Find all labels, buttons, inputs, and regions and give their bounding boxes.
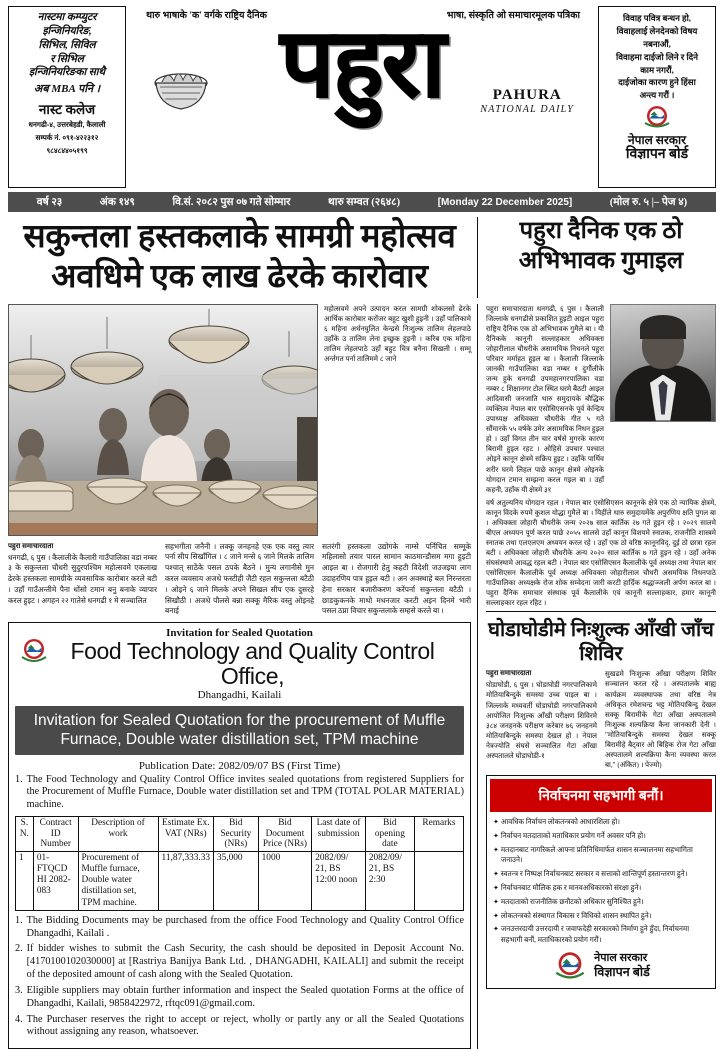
- right-ad-line-1: विवाह पवित्र बन्धन हो,: [623, 12, 691, 25]
- item-text: आवधिक निर्वाचन लोकतन्त्रको आधारशिला हो।: [501, 817, 620, 828]
- masthead-title-wrap: [132, 17, 592, 111]
- section-divider: [486, 611, 716, 612]
- election-advertisement: [486, 775, 716, 989]
- item-text: The Bidding Documents may be purchased from the office Food Technology and Quality Control Office Dhangadhi, Kailali .: [27, 915, 464, 941]
- right-ad-line-4: विवाहमा दाईजो लिने र दिने: [616, 51, 698, 64]
- date-strip: [8, 192, 716, 212]
- gregorian-date: [Monday 22 December 2025]: [438, 197, 573, 208]
- title-english-sub: NATIONAL DAILY: [480, 104, 574, 115]
- tender-small-heading: Invitation for Sealed Quotation: [15, 627, 464, 639]
- lead-story-col-2: महोत्सवमे अपने उत्पादन करल सामग्री शोकलसो ढेरके आर्थिक कारोबार करोंजर बहुट खुशी हुइनी । उहाँ पालिकामे ६ महिना अर्धनघुलित केन्द्रसे निःशुल्क तालिम लेहलपाठे उहाँके उ तालिम लेना इच्छुक हुइनी । करिब एक महिना तालिम लेहलपाठे उहाँ बहुट चित्र बनैना सिखली । सम्मू अर्न्तगत पर्ना तालिममे ८ जाने: [324, 304, 471, 364]
- ad-college-name: नास्ट कलेज: [39, 100, 95, 118]
- portrait-hair: [640, 315, 686, 339]
- tagline-left: थारु भाषाके 'क' वर्गके राष्ट्रिय दैनिक: [146, 8, 267, 21]
- price-and-pages: (मोल रु. ५ |– पेज ४): [610, 195, 687, 209]
- cell-contract-id: 01-FTQCD HI 2082-083: [33, 851, 78, 910]
- tender-office-name: Food Technology and Quality Control Office,: [15, 639, 464, 689]
- list-item: [15, 1014, 464, 1040]
- item-text: मतदाताको राजनीतिक छनौटको अधिकार सुनिश्चित हुने।: [501, 897, 644, 908]
- tender-publication-date: Publication Date: 2082/09/07 BS (First Time): [15, 760, 464, 772]
- cell-last-date: 2082/09/ 21, BS 12:00 noon: [312, 851, 366, 910]
- eyecamp-col-2: सुखढमे निःशुल्क आँखा परीक्षण शिविर सञ्चालन करल रहे । अस्पतालके बाह्य कार्यक्रम व्यवस्थापक तथा वरिष्ठ नेत्र अधिकृत रमेशचन्द्र भट्ट मोतियाबिन्दु देखल सक्कू बिरामीके गेटा आँखा अस्पतालमे निःशुल्क शल्यक्रिया कैना जानकारी देनी । "मोतियाबिन्दुके समस्या देखल सक्कू बिरामीहे बैट्वार ओ बिहिक रोज गेटा आँखा अस्पतालमे शल्यक्रिया कैना व्यवस्था करल बा," (अंकित) । पेज्मो): [605, 669, 716, 770]
- bid-table-header-row: [16, 816, 464, 851]
- list-item: [15, 985, 464, 1011]
- obituary-portrait-photo: [610, 304, 716, 422]
- cell-opening-date: 2082/09/ 21, BS 2:30: [365, 851, 414, 910]
- lead-story-side-column: [318, 304, 471, 536]
- lead-photo-illustration: [9, 305, 318, 536]
- col-header-bid-doc-price: Bid Document Price (NRs): [258, 816, 312, 851]
- bullet-icon: ✦: [493, 924, 499, 946]
- nepal-government-emblem-icon: [19, 637, 49, 665]
- item-text: The Purchaser reserves the right to accept or reject, wholly or partly any or all the Sealed Quotations without assigning any reason, whatsoever.: [27, 1014, 464, 1040]
- ad-line-3: सिभिल, सिविल: [39, 39, 96, 53]
- election-points-list: [490, 812, 712, 946]
- item-text: जनउत्तरदायी उत्तरदायी र जवाफदेही सरकारको निर्माण हुने हुँदा, निर्वाचनमा सहभागी बनौं, मताधिकारको प्रयोग गरौं।: [501, 924, 709, 946]
- lead-headline-line-2: अवधिमे एक लाख ढेरके कारोवार: [51, 259, 428, 295]
- masthead-center: [126, 6, 598, 188]
- item-number: 4.: [15, 1014, 23, 1040]
- item-number: 1.: [15, 915, 23, 941]
- right-ad-gov-line-2: विज्ञापन बोर्ड: [626, 148, 688, 163]
- right-ad-line-6: दाईजोका कारण हुने हिंसा: [618, 76, 696, 89]
- item-text: लोकतन्त्रको संस्थागत विकास र विधिको शासन स्थापित हुने।: [501, 911, 652, 922]
- tender-intro-text: The Food Technology and Quality Control Office invites sealed quotations from registered Suppliers for the Procurement of Muffle Furnace, Double water distillation set and TPM (TOTAL POLAR MATERIAL) machine.: [27, 774, 464, 812]
- list-item: [493, 845, 709, 867]
- election-gov-line-1: नेपाल सरकार: [594, 952, 650, 965]
- col-header-contract-id: Contract ID Number: [33, 816, 78, 851]
- ad-line-1: नास्टमा कम्प्युटर: [38, 11, 97, 25]
- right-ad-gov-line-1: नेपाल सरकार: [628, 131, 686, 148]
- item-text: स्वतन्त्र र निष्पक्ष निर्वाचनबाट सरकार व सत्ताको शान्तिपूर्ण हस्तान्तरण हुने।: [501, 869, 688, 880]
- cell-bid-security: 35,000: [214, 851, 259, 910]
- masthead-left-ad: [8, 6, 126, 188]
- item-number: 2.: [15, 943, 23, 982]
- side-headline-block: [478, 217, 716, 298]
- right-ad-line-3: नबनाऔं,: [643, 38, 671, 51]
- item-text: If bidder wishes to submit the Cash Security, the cash should be deposited in Deposit Account No.[4170100102030000] at [Rastriya Banijya Bank Ltd. , DHANGADHI, KAILALI] and submit the receipt of the deposited amount of cash along with the Sealed Quotation.: [27, 943, 464, 982]
- cell-remarks: [414, 851, 463, 910]
- election-gov-line-2: विज्ञापन बोर्ड: [594, 965, 650, 979]
- ad-line-4: र सिभिल: [50, 53, 83, 67]
- obituary-top-block: [486, 304, 716, 495]
- right-ad-line-5: काम नगरौं,: [640, 64, 674, 77]
- masthead-right-ad: [598, 6, 716, 188]
- nepal-government-emblem-icon: [552, 950, 588, 982]
- tender-header: [15, 627, 464, 701]
- lead-photo: [8, 304, 318, 536]
- table-row: [16, 851, 464, 910]
- newspaper-title: पहुरा: [132, 17, 592, 111]
- col-header-last-date: Last date of submission: [312, 816, 366, 851]
- tagline-right: भाषा, संस्कृति ओ समाचारमूलक पत्रिका: [447, 8, 580, 21]
- lead-story-columns: [8, 542, 471, 618]
- col-header-estimate: Estimate Ex. VAT (NRs): [158, 816, 213, 851]
- list-item: [493, 831, 709, 842]
- left-column: [8, 304, 478, 1049]
- bullet-icon: ✦: [493, 831, 499, 842]
- obituary-col-1-top: पहुरा समाचारदाता धनगढी, ६ पुस । कैलाली जिल्लाके धनगढीसे प्रकाशित हुइटी आइल पहुरा राष्ट्रिय दैनिक एक ठो अभिभावक गुमैले बा । यी दैनिकके कानूनी सल्लाहकार अधिवक्ता जोहारीलाल चौधरीके असामयिक निधनले पहुरा परिवार मर्माहत हुइल बा । कैलाली जिल्लाके जानकी गाउँपालिका वडा नम्बर १ दुर्गौलीके जन्म हुके धनगढी उपमहानगरपालिका वडा नम्बर ८ शिक्षानगर टोल स्थित घरमे बैठटी आइल आदिवासी जनजाति थारु समुदायके बौद्धिक व्यक्तित्व नेपाल बार एसोसिएसनके पूर्व केन्द्रिय उपाध्यक्ष अधिवक्ता चौधरीके गीत ५ गते सौंमारके ५५ वर्षके उमेर असामयिक निधन हुइल हो । उहाँ विगत तीन चार वर्षसे मुगरके कारण बिरामी हुइल रहट । ओहिसे उपचार पश्चात ओइने कानून क्षेत्रमे सक्रिय हुइट । उहाँके पार्थिव शरीर घरमे लिहल पाछे कानून क्षेत्रमे ओइनके योगदान टमान सम्झना करल गइल बा । उहाँ कहनी, उहाँक यी क्षेत्रमे ३१: [486, 304, 604, 495]
- col-header-remarks: Remarks: [414, 816, 463, 851]
- cell-sn: 1: [16, 851, 34, 910]
- lead-headline-line-1: सकुन्तला हस्तकलाके सामग्री महोत्सव: [23, 219, 455, 255]
- eyecamp-col-1: घोडाघोडी, ६ पुस । घोडाघोडी नगरपालिकामे मोतियाबिन्दुके समस्या उच्च पाइल बा । जिल्लाके मध्यवर्ती घोडाघोडी नगरपालिकामे आयोजित निःशुल्क आँखी परीक्षण शिविरमे ३८४ जनहनके परीक्षण करेबार ७६ जनहनमे मोतियाबिन्दुके समस्या देखल हो । नेपाल नेत्रज्योति संघसे सञ्चालित गेटा आँखा अस्पतालले घोडाघोडी-१: [486, 680, 597, 761]
- issue-year: वर्ष २३: [37, 195, 62, 209]
- right-ad-line-7: अन्त्य गरौं ।: [640, 89, 675, 102]
- lead-headline-block: [8, 217, 478, 298]
- body-row: [8, 304, 716, 1049]
- lead-story-col-3: सहभगीता जनैनी । लक्कू जनहनहे एक एक वस्तु त्यार पर्ना सीप सिखाँगिल । ८ जाने मन्से ६ जाने मिलके तालिम पश्चात् साठेंके पसल ठपके बैठने । मुन्य लगानीसे मुन करल व्यवसाय अजधे फस्टीही जैटी रहल सकुन्तला बटैठी । ओइने ६ जाने मिलके अपने सिखल सीप एक दुसरहे सिखौठी । अजधे पौलसे बन्ना सक्कू मैरिक वस्तु ओइनहे बनाई: [165, 542, 314, 618]
- bullet-icon: ✦: [493, 897, 499, 908]
- col-header-opening-date: Bid opening date: [365, 816, 414, 851]
- side-headline: [486, 217, 716, 277]
- cell-description: Procurement of Muffle furnace, Double water distillation set, TPM machine.: [78, 851, 158, 910]
- bullet-icon: ✦: [493, 911, 499, 922]
- tender-intro-paragraph: [15, 774, 464, 812]
- bullet-icon: ✦: [493, 883, 499, 894]
- bullet-icon: ✦: [493, 845, 499, 867]
- headline-row: [8, 217, 716, 298]
- col-header-bid-security: Bid Security (NRs): [214, 816, 259, 851]
- election-banner: निर्वाचनमा सहभागी बनौं।: [490, 779, 712, 812]
- cell-bid-doc-price: 1000: [258, 851, 312, 910]
- list-item: [493, 869, 709, 880]
- ad-mba-line: अब MBA पनि ।: [34, 81, 100, 96]
- bullet-icon: ✦: [493, 817, 499, 828]
- side-headline-line-2: अभिभावक गुमाइल: [519, 248, 683, 274]
- lead-photo-block: [8, 304, 471, 536]
- ad-address-3: ९८४८४४०५१९९: [46, 146, 87, 157]
- item-text: Eligible suppliers may obtain further information and inspect the Sealed quotation Forms at the office of Dhangadhi, Kailali, 9858422972, rftqc091@gmail.com.: [27, 985, 464, 1011]
- masthead: [8, 6, 716, 188]
- lead-story-byline: पहुरा समाचारदाता: [8, 542, 157, 551]
- issue-number: अंक १४९: [100, 195, 135, 209]
- lead-story-col-4: सतरंगी हस्तकला उद्योगके नाम्से पर्निचित सम्मूके महिलासो तयार पारल सामान काठमान्डौसम मगा हुइटी आइल बा । रोजगारी हेतु कहटी विदेशी जउजइया लाग उदाहरणिय पात्र हुइल बटी । अन अवस्थाहे बल निरन्तरता हेना सरकार बजारीकरण करेंपर्ना सकुन्तला बटैठी । छाङकुकनके माथो मधनजार करटी अइन दिनमे भारी पसल ठप्ना विचार सकुन्तलाके सम्हसे करले बा ।: [322, 542, 471, 618]
- bid-table: [15, 816, 464, 911]
- lead-headline: [8, 217, 471, 298]
- ad-line-5: इन्जिनियरिङका साथै: [29, 66, 105, 80]
- ad-address-1: धनगढी-४, उत्तरबेहडी, कैलाली: [29, 120, 106, 131]
- list-item: [493, 817, 709, 828]
- item-number: 3.: [15, 985, 23, 1011]
- list-item: [493, 897, 709, 908]
- ad-line-2: इन्जिनियरिङ,: [42, 25, 91, 39]
- lead-story-col-1: धनगढी, ६ पुस । कैलालीके कैलारी गाउँपालिका वडा नम्बर ३ के सकुन्तला चौधरी सुदुरपश्चिम महोत्सवमे एकलाख ढेरके हस्तकला सामग्रीके व्यवसायिक कारोबार करले बटी । उहाँ गाउँअन्तीमे पैना धोंसो टमान बनु बनाके व्यापार करल हुइट । अगहन २२ गातेसे धनगढी १ मे सञ्चालित: [8, 553, 157, 607]
- basket-logo-icon: [150, 65, 212, 113]
- list-item: [15, 915, 464, 941]
- tharu-samvat: थारु सम्वत (२६४८): [328, 195, 400, 209]
- ad-address-2: सम्पर्क नं. ०९१-४२२३१२: [36, 133, 99, 144]
- item-text: निर्वाचन मतदाताको मताधिकार प्रयोग गर्ने अवसर पनि हो।: [501, 831, 646, 842]
- cell-estimate: 11,87,333.33: [158, 851, 213, 910]
- item-text: मतदानबाट नागरिकले आफ्ना प्रतिनिधिमार्फत शासन सञ्चालनमा सहभागिता जनाउने।: [501, 845, 709, 867]
- right-column: [478, 304, 716, 1049]
- bullet-icon: ✦: [493, 869, 499, 880]
- right-ad-line-2: विवाहलाई लेनदेनको विषय: [617, 25, 698, 38]
- masthead-english-name: [480, 87, 574, 115]
- eyecamp-byline: पहुरा समाचारदाता: [486, 669, 597, 678]
- tender-advertisement: [8, 622, 471, 1049]
- col-header-description: Description of work: [78, 816, 158, 851]
- list-item: [493, 883, 709, 894]
- bs-date: वि.सं. २०८२ पुस ०७ गते सोम्मार: [172, 195, 290, 209]
- tender-office-city: Dhangadhi, Kailali: [15, 689, 464, 701]
- eyecamp-columns: [486, 669, 716, 770]
- tender-banner: Invitation for Sealed Quotation for the procurement of Muffle Furnace, Double water distillation set, TPM machine: [15, 706, 464, 755]
- nepal-government-emblem-icon: [642, 104, 672, 130]
- item-text: निर्वाचनबाट मौलिक हक र मानवअधिकारको संरक्षा हुने।: [501, 883, 641, 894]
- tender-conditions-list: [15, 915, 464, 1040]
- obituary-col-2: वर्ष अतुल्यनिय योगदान रहल । नेपाल बार एसोसिएसन कानूनके क्षेत्रे एक ठो न्यायिक क्षेत्रमे, कानून विदके रुपमे कुशल योद्धा गुमैले बा । यिहींले थारु समुदायमेंके अपुरणिय क्षति पुगल बा । अधिवक्ता जोहारी चौधरीके जन्म २०२७ साल कार्तिक २७ गते हुइन रहे । २०२९ सालमे बीएल अध्ययन पूर्ण करल पाछे २०५५ सालसे उहाँ कानून विशयमे स्नातक, राजनीति शास्त्रमे स्नातक तथा एलएलएम अध्ययन करल रहे । उहाँ एक ठो वरिष्ठ कानूनविद्, दुई ठो छात्रा रहल बटी । अधिवक्ता जोहारी चौधरीके अन्य २०२० साल कार्तिक ७ गते हुइन रहे । उहाँ अनेक संघसंस्थामे आवद्ध रहल बटी । नेपाल बार एसोसिएसन कैलालीके पूर्व अध्यक्ष तथा नेपाल बार एसोसिएसन कैलालीके पूर्व अध्यक्ष अधिवक्ता जोहारीलाल चौधरी असमयिक निधनपाठे गाउँपालिका अध्यक्षके रोज शोक सम्वेदना जारी करटी हार्दिक श्रद्धाञ्जली अर्पण करल बा । पहुरा दैनिक समाचार संस्थाक पूर्व कैलालीके एवं कानूनी सल्लाहकार, हमार कानूनी सल्लाहकार रहल रहिट ।: [486, 498, 716, 609]
- list-item: [493, 911, 709, 922]
- election-ad-footer: [490, 950, 712, 985]
- tender-intro-number: 1.: [15, 774, 23, 812]
- side-headline-line-1: पहुरा दैनिक एक ठो: [520, 218, 683, 244]
- list-item: [493, 924, 709, 946]
- col-header-sn: S. N.: [16, 816, 34, 851]
- title-english: PAHURA: [480, 87, 574, 104]
- eyecamp-headline: घोडाघोडीमे निःशुल्क आँखी जाँच शिविर: [486, 618, 716, 666]
- list-item: [15, 943, 464, 982]
